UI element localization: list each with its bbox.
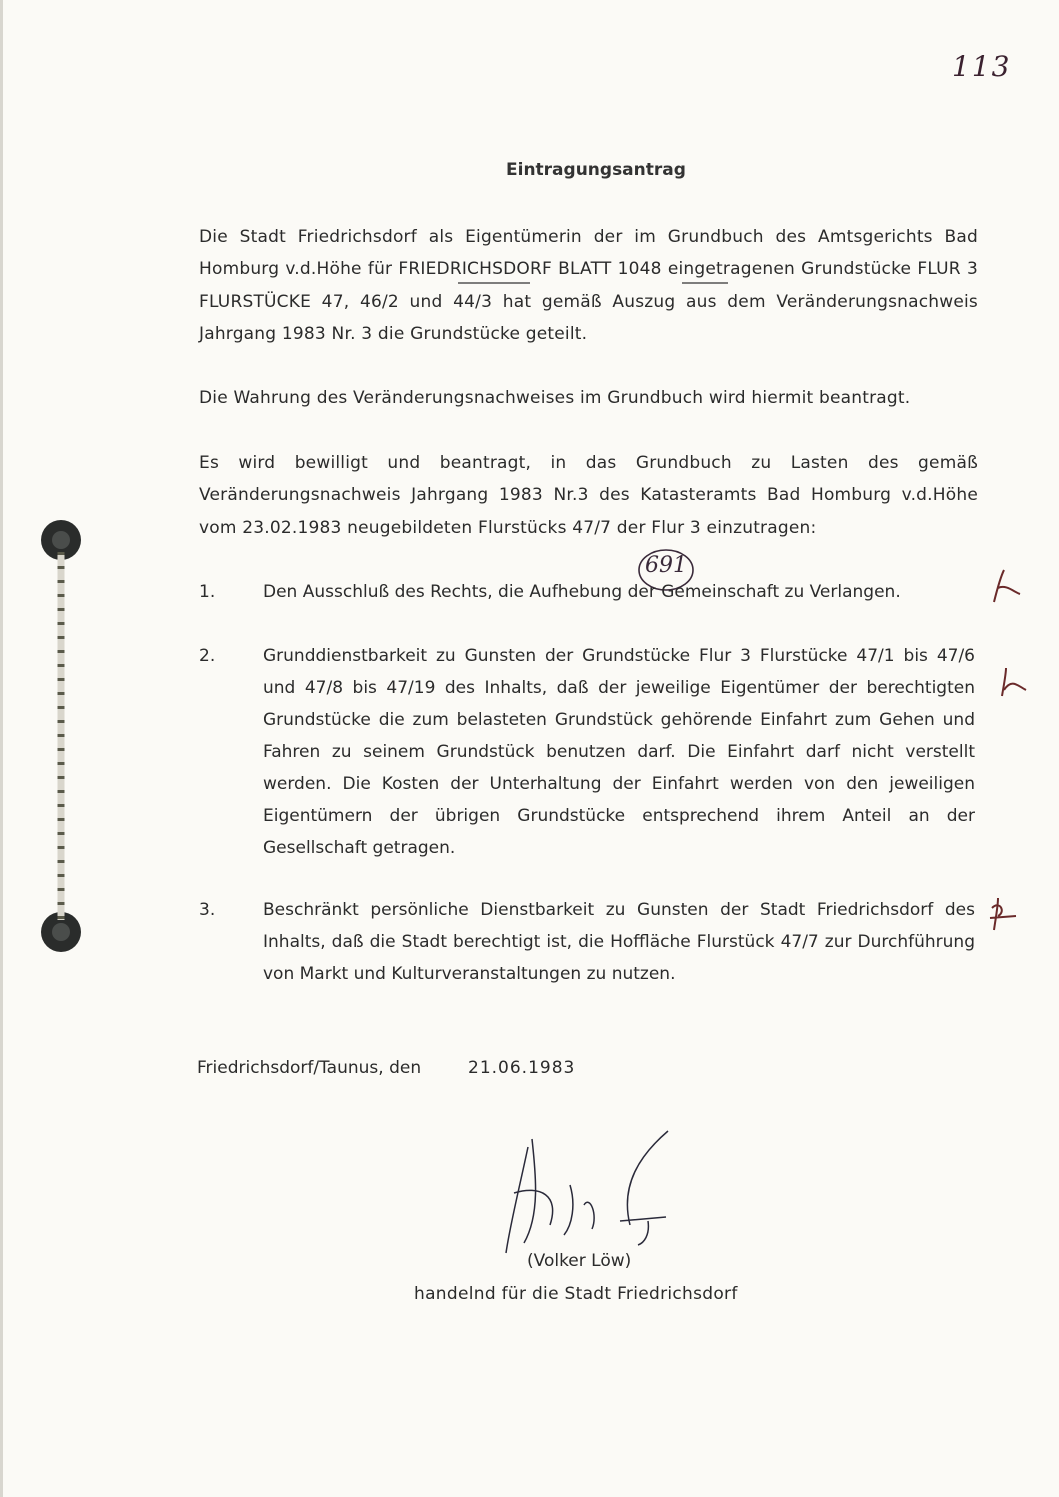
item-text: Den Ausschluß des Rechts, die Aufhebung der Gemeinschaft zu Verlangen. <box>263 582 901 602</box>
signature-drawing <box>480 1125 680 1265</box>
margin-mark-icon <box>996 664 1032 700</box>
place-date-label: Friedrichsdorf/Taunus, den <box>197 1058 422 1078</box>
item-text: Beschränkt persönliche Dienstbarkeit zu Gunsten der Stadt Friedrichsdorf des Inhalts, daß die Stadt berechtigt ist, die Hoffläche Flurstück 47/7 zur Durchführung von Markt und Kulturveranstaltungen zu nutzen. <box>263 900 975 984</box>
margin-mark-icon <box>988 566 1024 606</box>
page-number-handwritten: 113 <box>952 50 1012 83</box>
signer-name: (Volker Löw) <box>527 1251 632 1271</box>
paragraph-intro: Die Stadt Friedrichsdorf als Eigentümerin der im Grundbuch des Amtsgerichts Bad Homburg v.d.Höhe für FRIEDRICHSDORF BLATT 1048 eingetragenen Grundstücke FLUR 3 FLURSTÜCKE 47, 46/2 und 44/3 hat gemäß Auszug aus dem Veränderungsnachweis Jahrgang 1983 Nr. 3 die Grundstücke geteilt. <box>199 227 978 344</box>
item-number: 3. <box>199 900 216 920</box>
paragraph-bewilligung: Es wird bewilligt und beantragt, in das Grundbuch zu Lasten des gemäß Veränderungsnachweis Jahrgang 1983 Nr.3 des Katasteramts Bad Homburg v.d.Höhe vom 23.02.1983 neugebildeten Flurstücks 47/7 der Flur 3 einzutragen: <box>199 453 978 538</box>
margin-mark-icon <box>986 894 1022 934</box>
item-number: 2. <box>199 646 216 666</box>
item-text: Grunddienstbarkeit zu Gunsten der Grundstücke Flur 3 Flurstücke 47/1 bis 47/6 und 47/8 bis 47/19 des Inhalts, daß der jeweilige Eigentümer der berechtigten Grundstücke die zum belasteten Grundstück gehörende Einfahrt zum Gehen und Fahren zu seinem Grundstück benutzen darf. Die Einfahrt darf nicht verstellt werden. Die Kosten der Unterhaltung der Einfahrt werden von den jeweiligen Eigentümern der übrigen Grundstücke entsprechend ihrem Anteil an der Gesellschaft getragen. <box>263 646 975 858</box>
paragraph-wahrung: Die Wahrung des Veränderungsnachweises im Grundbuch wird hiermit beantragt. <box>199 388 911 408</box>
annotation-number: 691 <box>645 553 687 578</box>
page-edge <box>0 0 3 1497</box>
document-title: Eintragungsantrag <box>506 160 686 180</box>
document-date: 21.06.1983 <box>468 1058 576 1078</box>
signer-role: handelnd für die Stadt Friedrichsdorf <box>414 1284 738 1304</box>
item-number: 1. <box>199 582 216 602</box>
binding-cord-icon <box>28 512 90 962</box>
